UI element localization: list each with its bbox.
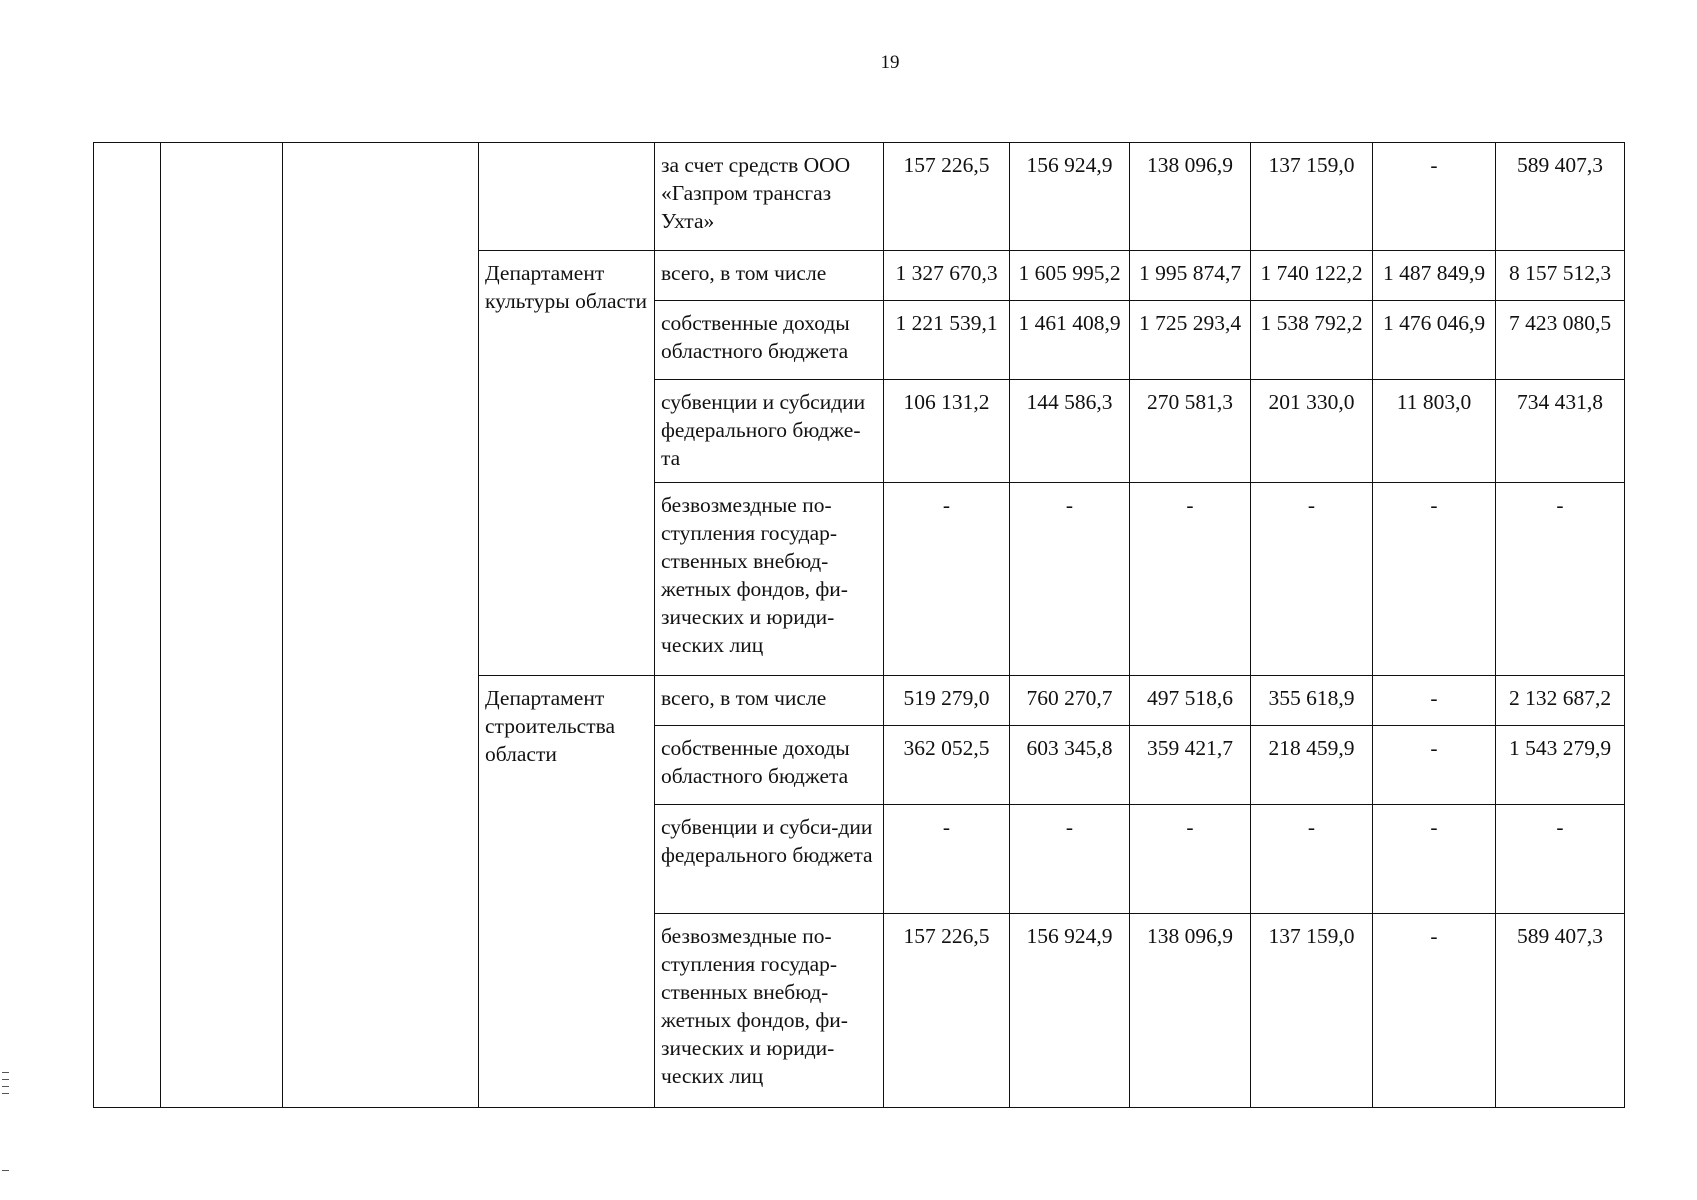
value-cell: 1 538 792,2 — [1251, 301, 1373, 380]
department-name: Департамент культуры области — [479, 251, 655, 676]
value-cell: - — [1010, 805, 1130, 913]
row-label: субвенции и субси-дии федерального бюджета — [655, 805, 884, 913]
row-label: за счет средств ООО «Газпром трансгаз Ухта» — [655, 143, 884, 251]
value-cell: 603 345,8 — [1010, 726, 1130, 805]
table-row — [94, 143, 1625, 251]
budget-table — [93, 142, 1625, 1108]
row-label: собственные доходы областного бюджета — [655, 726, 884, 805]
value-cell: - — [1373, 143, 1496, 251]
row-label: субвенции и субсидии федерального бюдже-та — [655, 380, 884, 482]
row-label: собственные доходы областного бюджета — [655, 301, 884, 380]
scan-edge-mark — [2, 1079, 9, 1080]
value-cell: - — [884, 805, 1010, 913]
value-cell: 201 330,0 — [1251, 380, 1373, 482]
value-cell: 138 096,9 — [1130, 143, 1251, 251]
row-label: всего, в том числе — [655, 251, 884, 301]
value-cell: - — [1373, 482, 1496, 675]
row-label: безвозмездные по-ступления государ-ственных внебюд-жетных фондов, фи-зических и юриди-ческих лиц — [655, 482, 884, 675]
value-cell: - — [884, 482, 1010, 675]
value-cell: 760 270,7 — [1010, 676, 1130, 726]
page-number: 19 — [880, 52, 900, 73]
value-cell: 359 421,7 — [1130, 726, 1251, 805]
value-cell: 1 327 670,3 — [884, 251, 1010, 301]
value-cell: 1 995 874,7 — [1130, 251, 1251, 301]
scan-edge-mark — [2, 1093, 9, 1094]
value-cell: 1 740 122,2 — [1251, 251, 1373, 301]
scan-edge-mark — [2, 1086, 9, 1087]
value-cell: 218 459,9 — [1251, 726, 1373, 805]
value-cell: 1 605 995,2 — [1010, 251, 1130, 301]
row-label: всего, в том числе — [655, 676, 884, 726]
value-cell: 156 924,9 — [1010, 913, 1130, 1107]
value-cell: 137 159,0 — [1251, 143, 1373, 251]
row-label: безвозмездные по-ступления государ-ственных внебюд-жетных фондов, фи-зических и юриди-ческих лиц — [655, 913, 884, 1107]
value-cell: 589 407,3 — [1496, 143, 1625, 251]
value-cell: 497 518,6 — [1130, 676, 1251, 726]
value-cell: 1 725 293,4 — [1130, 301, 1251, 380]
value-cell: 137 159,0 — [1251, 913, 1373, 1107]
value-cell: 157 226,5 — [884, 913, 1010, 1107]
value-cell: - — [1496, 805, 1625, 913]
value-cell: 1 221 539,1 — [884, 301, 1010, 380]
value-cell: 734 431,8 — [1496, 380, 1625, 482]
value-cell: 138 096,9 — [1130, 913, 1251, 1107]
department-name: Департамент строительства области — [479, 676, 655, 1108]
blank-cell — [479, 143, 655, 251]
value-cell: 8 157 512,3 — [1496, 251, 1625, 301]
value-cell: 519 279,0 — [884, 676, 1010, 726]
value-cell: 157 226,5 — [884, 143, 1010, 251]
value-cell: - — [1373, 913, 1496, 1107]
scan-edge-mark — [2, 1170, 9, 1171]
value-cell: - — [1251, 482, 1373, 675]
value-cell: - — [1373, 676, 1496, 726]
value-cell: - — [1010, 482, 1130, 675]
value-cell: 1 461 408,9 — [1010, 301, 1130, 380]
value-cell: 11 803,0 — [1373, 380, 1496, 482]
value-cell: 156 924,9 — [1010, 143, 1130, 251]
blank-cell — [283, 143, 479, 1108]
value-cell: 1 543 279,9 — [1496, 726, 1625, 805]
value-cell: 1 476 046,9 — [1373, 301, 1496, 380]
value-cell: - — [1251, 805, 1373, 913]
value-cell: 362 052,5 — [884, 726, 1010, 805]
value-cell: 106 131,2 — [884, 380, 1010, 482]
value-cell: - — [1130, 805, 1251, 913]
value-cell: - — [1373, 805, 1496, 913]
scan-edge-mark — [2, 1072, 9, 1073]
value-cell: - — [1496, 482, 1625, 675]
value-cell: 355 618,9 — [1251, 676, 1373, 726]
value-cell: 589 407,3 — [1496, 913, 1625, 1107]
blank-cell — [161, 143, 283, 1108]
value-cell: 270 581,3 — [1130, 380, 1251, 482]
value-cell: 144 586,3 — [1010, 380, 1130, 482]
value-cell: 7 423 080,5 — [1496, 301, 1625, 380]
value-cell: - — [1373, 726, 1496, 805]
blank-cell — [94, 143, 161, 1108]
value-cell: 2 132 687,2 — [1496, 676, 1625, 726]
value-cell: 1 487 849,9 — [1373, 251, 1496, 301]
value-cell: - — [1130, 482, 1251, 675]
